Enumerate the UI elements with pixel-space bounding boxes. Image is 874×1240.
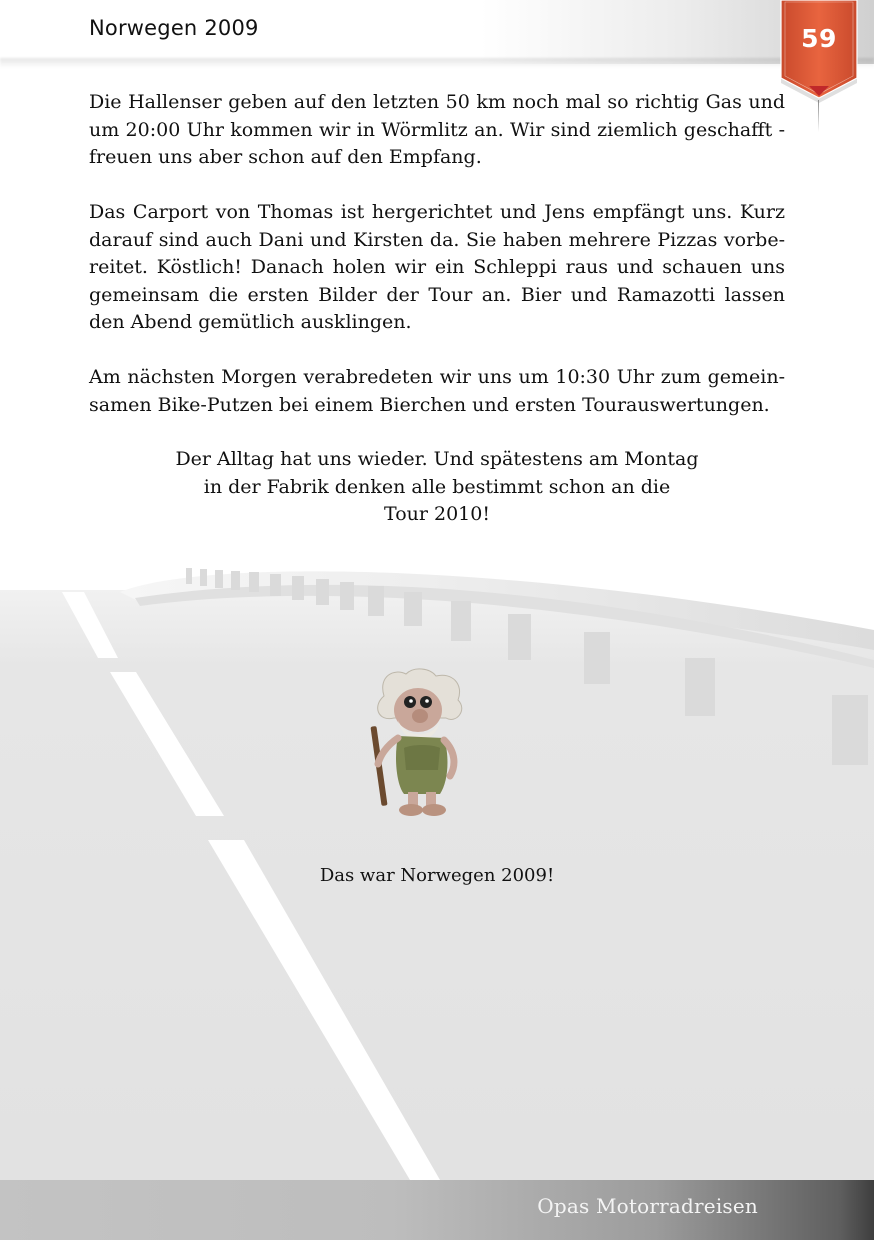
paragraph-2: Das Carport von Thomas ist hergerichtet und Jens empfängt uns. Kurz darauf sind auch Dani und Kirsten da. Sie haben mehrere Pizzas vorbe-reitet. Köstlich! Danach holen wir ein Schleppi raus und schauen uns gemeinsam die ersten Bilder der Tour an. Bier und Ramazotti lassen den Abend gemütlich ausklingen. <box>89 201 785 333</box>
closing-line: Tour 2010! <box>384 503 490 525</box>
caption: Das war Norwegen 2009! <box>319 865 555 886</box>
closing-line: Der Alltag hat uns wieder. Und spätestens am Montag <box>175 448 699 470</box>
ribbon-shadow-line <box>818 100 819 132</box>
page-number: 59 <box>801 24 837 53</box>
closing-line: in der Fabrik denken alle bestimmt schon an die <box>203 475 671 498</box>
chapter-title: Norwegen 2009 <box>89 16 259 40</box>
paragraph-3: Am nächsten Morgen verabredeten wir uns um 10:30 Uhr zum gemein-samen Bike-Putzen bei einem Bierchen und ersten Tourauswertungen. <box>89 366 785 416</box>
footer-title: Opas Motorradreisen <box>537 1194 758 1218</box>
page-ribbon <box>779 0 859 108</box>
header-shadow <box>0 58 874 68</box>
road-background <box>0 540 874 1180</box>
troll-figure-icon <box>364 666 472 818</box>
closing-text <box>89 446 785 529</box>
paragraph-1: Die Hallenser geben auf den letzten 50 km noch mal so richtig Gas und um 20:00 Uhr kommen wir in Wörmlitz an. Wir sind ziemlich geschafft - freuen uns aber schon auf den Empfang. <box>89 91 785 168</box>
